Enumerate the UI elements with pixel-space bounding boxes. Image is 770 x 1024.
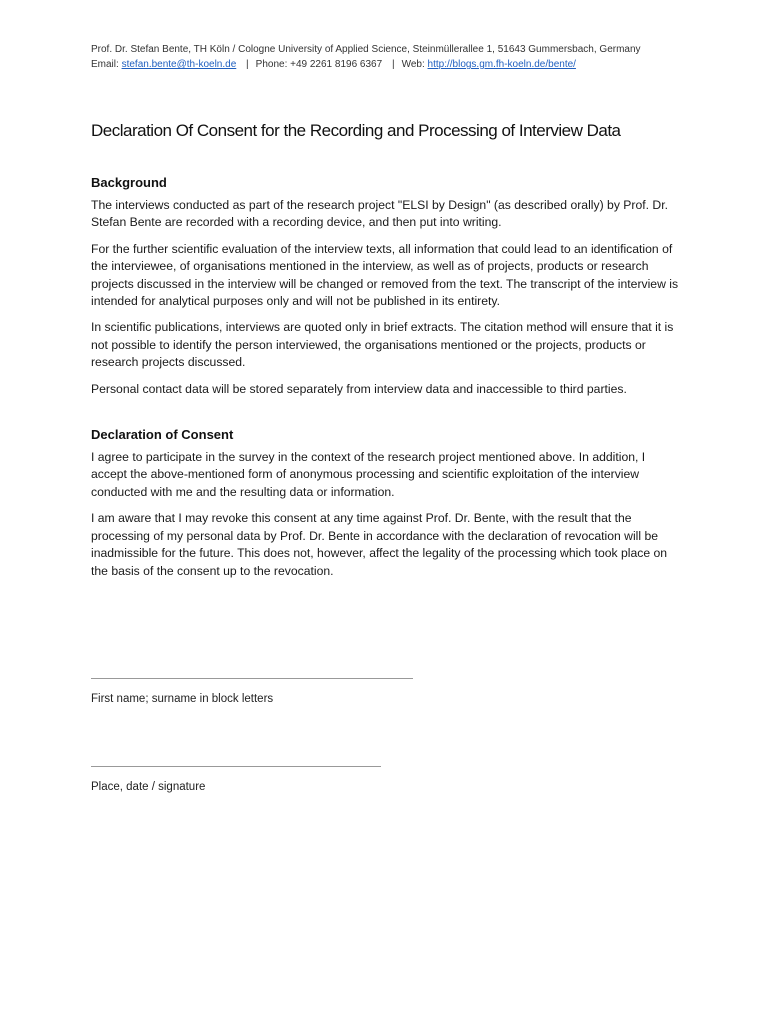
signature-line [91,678,413,679]
signature-field-label: Place, date / signature [91,781,206,793]
separator: | [391,59,395,70]
separator: | [246,59,249,70]
web-link[interactable]: http://blogs.gm.fh-koeln.de/bente/ [427,59,576,70]
section-heading-background: Background [91,175,167,190]
paragraph: I agree to participate in the survey in the context of the research project mentioned above. In addition, I accept the above-mentioned form of anonymous processing and scientific exploitation of the interview conducted with me and the resulting data or information. [91,450,646,499]
paragraph: I am aware that I may revoke this consent at any time against Prof. Dr. Bente, with the result that the processing of my personal data by Prof. Dr. Bente in accordance with the declaration of revocation will be inadmissible for the future. This does not, however, affect the legality of the processing which took place on the basis of the consent up to the revocation. [91,511,668,578]
section-heading-consent: Declaration of Consent [91,427,234,443]
web-label: Web: [401,59,425,70]
signature-field-place-date[interactable] [91,766,381,795]
phone-number: Phone: +49 2261 8196 6367 [255,59,383,70]
email-label: Email: [91,59,119,70]
signature-field-name[interactable] [91,678,413,707]
paragraph: In scientific publications, interviews are quoted only in brief extracts. The citation method will ensure that it is not possible to identify the person interviewed, the organisations mentioned or the projects, products or research projects discussed. [91,320,674,370]
letterhead-address: Prof. Dr. Stefan Bente, TH Köln / Cologne University of Applied Science, Steinmüllerallee 1, 51643 Gummersbach, Germany [91,44,641,55]
signature-line [91,766,381,767]
letterhead-contact-line [91,57,682,72]
email-link[interactable]: stefan.bente@th-koeln.de [121,59,237,70]
document-title: Declaration Of Consent for the Recording and Processing of Interview Data [91,121,621,140]
paragraph: The interviews conducted as part of the research project "ELSI by Design" (as described orally) by Prof. Dr. Stefan Bente are recorded with a recording device, and then put into writing. [91,198,668,230]
paragraph: Personal contact data will be stored separately from interview data and inaccessible to third parties. [91,381,627,396]
letterhead [91,42,682,72]
paragraph: For the further scientific evaluation of the interview texts, all information that could lead to an identification of the interviewee, of organisations mentioned in the interview, as well as of projects, products or research projects discussed in the interview will be changed or removed from the text. The transcript of the interview is intended for analytical purposes only and will not be published in its entirety. [91,241,679,309]
signature-field-label: First name; surname in block letters [91,693,274,705]
